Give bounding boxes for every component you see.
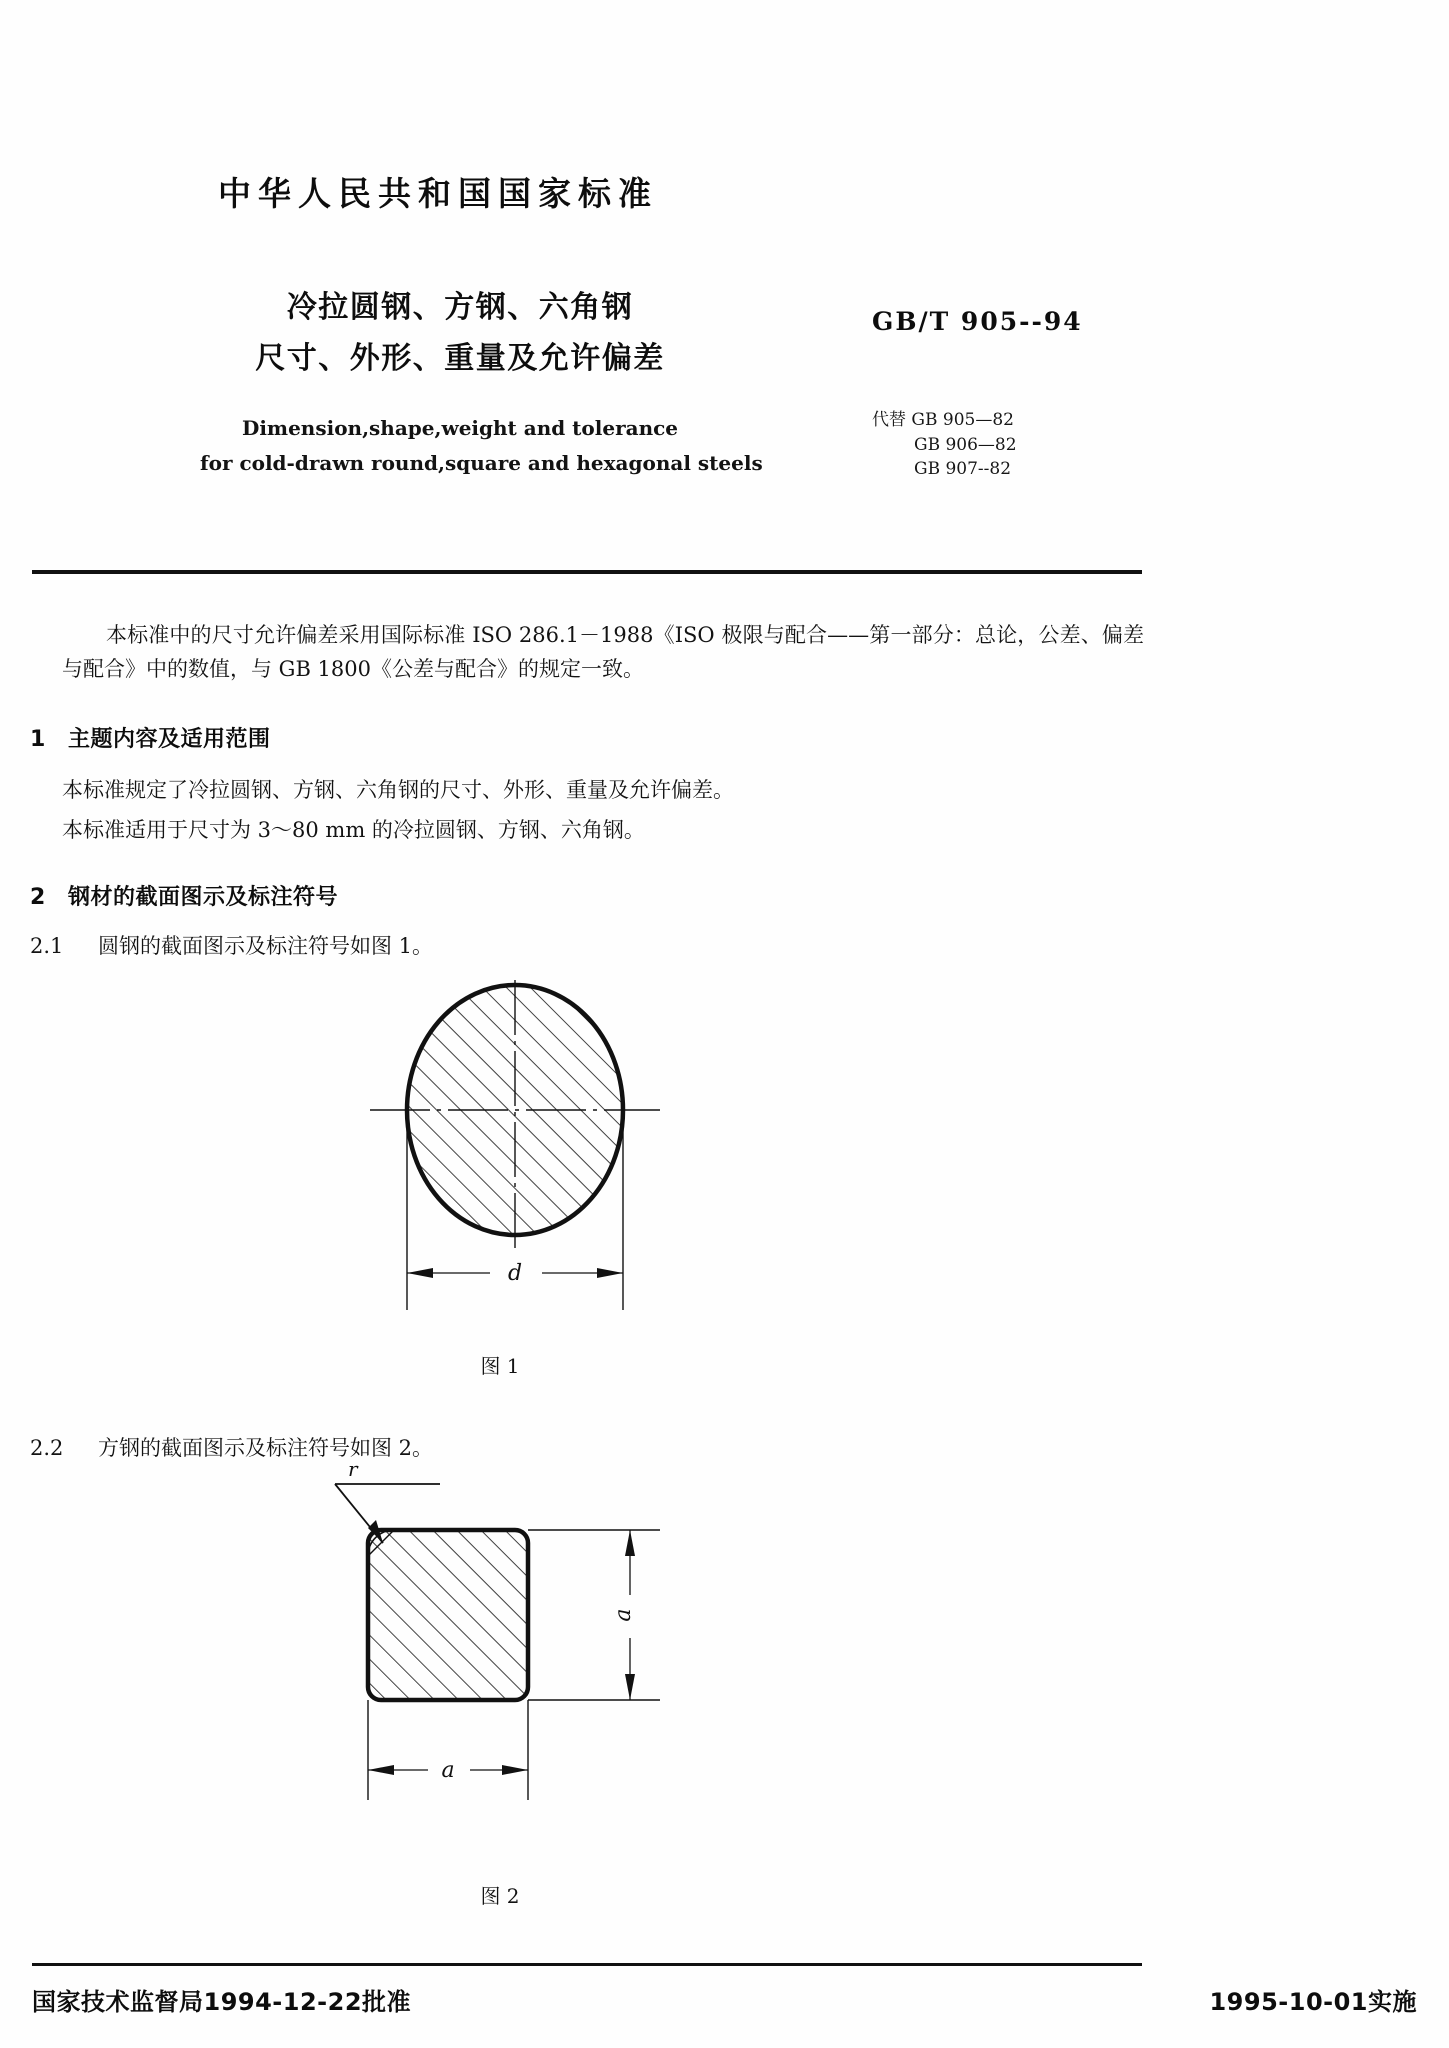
replaced-standard-2: GB 906—82 [914,434,1017,455]
title-english-line1: Dimension,shape,weight and tolerance [241,416,679,441]
subsection-2-2-number: 2.2 [30,1436,64,1460]
figure-1-svg [330,980,730,1340]
figure-2-caption: 图 2 [480,1884,520,1908]
title-chinese-line1: 冷拉圆钢、方钢、六角钢 [286,290,634,325]
section-2-number: 2 [30,885,46,910]
section-1-number: 1 [30,727,46,752]
section-1-title: 主题内容及适用范围 [68,727,271,752]
intro-paragraph [62,618,1144,686]
dimension-label-a-vertical: a [611,1608,636,1622]
replaced-standards [872,408,1017,482]
section-1-paragraph-1: 本标准规定了冷拉圆钢、方钢、六角钢的尺寸、外形、重量及允许偏差。 [62,778,734,802]
subsection-2-2-text: 方钢的截面图示及标注符号如图 2。 [98,1436,434,1460]
figure-1-circle [330,980,730,1344]
header-divider-rule [32,570,1142,574]
subsection-2-2 [30,1432,433,1462]
figure-2-svg [300,1457,780,1870]
figure-2-square [300,1457,780,1874]
square-hatching [360,1522,540,1712]
national-standard-header: 中华人民共和国国家标准 [218,174,658,213]
dimension-label-a-horizontal: a [441,1758,455,1783]
subsection-2-1 [30,930,433,960]
subsection-2-1-text: 圆钢的截面图示及标注符号如图 1。 [98,934,434,958]
dimension-label-d: d [507,1261,523,1286]
replaced-standard-1: 代替 GB 905—82 [872,410,1014,430]
figure-1-caption: 图 1 [480,1354,520,1378]
replaced-standard-3: GB 907--82 [914,459,1012,480]
circle-hatching [390,980,650,1250]
intro-text: 本标准中的尺寸允许偏差采用国际标准 ISO 286.1－1988《ISO 极限与配合——第一部分：总论，公差、偏差与配合》中的数值，与 GB 1800《公差与配合》的规定一致。 [62,623,1144,682]
title-english-line2: for cold-drawn round,square and hexagonal steels [200,451,763,476]
section-2-title: 钢材的截面图示及标注符号 [68,885,339,910]
title-english [200,411,763,481]
section-2-heading [30,880,338,911]
title-block [200,290,763,481]
footer-effective-date: 1995-10-01实施 [1209,1988,1417,2016]
footer-approval-text: 国家技术监督局1994-12-22批准 [32,1988,412,2016]
section-1-heading [30,722,271,753]
section-1-paragraph-2: 本标准适用于尺寸为 3～80 mm 的冷拉圆钢、方钢、六角钢。 [62,818,645,842]
standard-number: GB/T 905--94 [872,307,1083,336]
title-chinese-line2: 尺寸、外形、重量及允许偏差 [255,340,665,376]
dimension-label-r: r [348,1457,358,1481]
subsection-2-1-number: 2.1 [30,934,64,958]
footer-divider-rule [32,1963,1142,1966]
